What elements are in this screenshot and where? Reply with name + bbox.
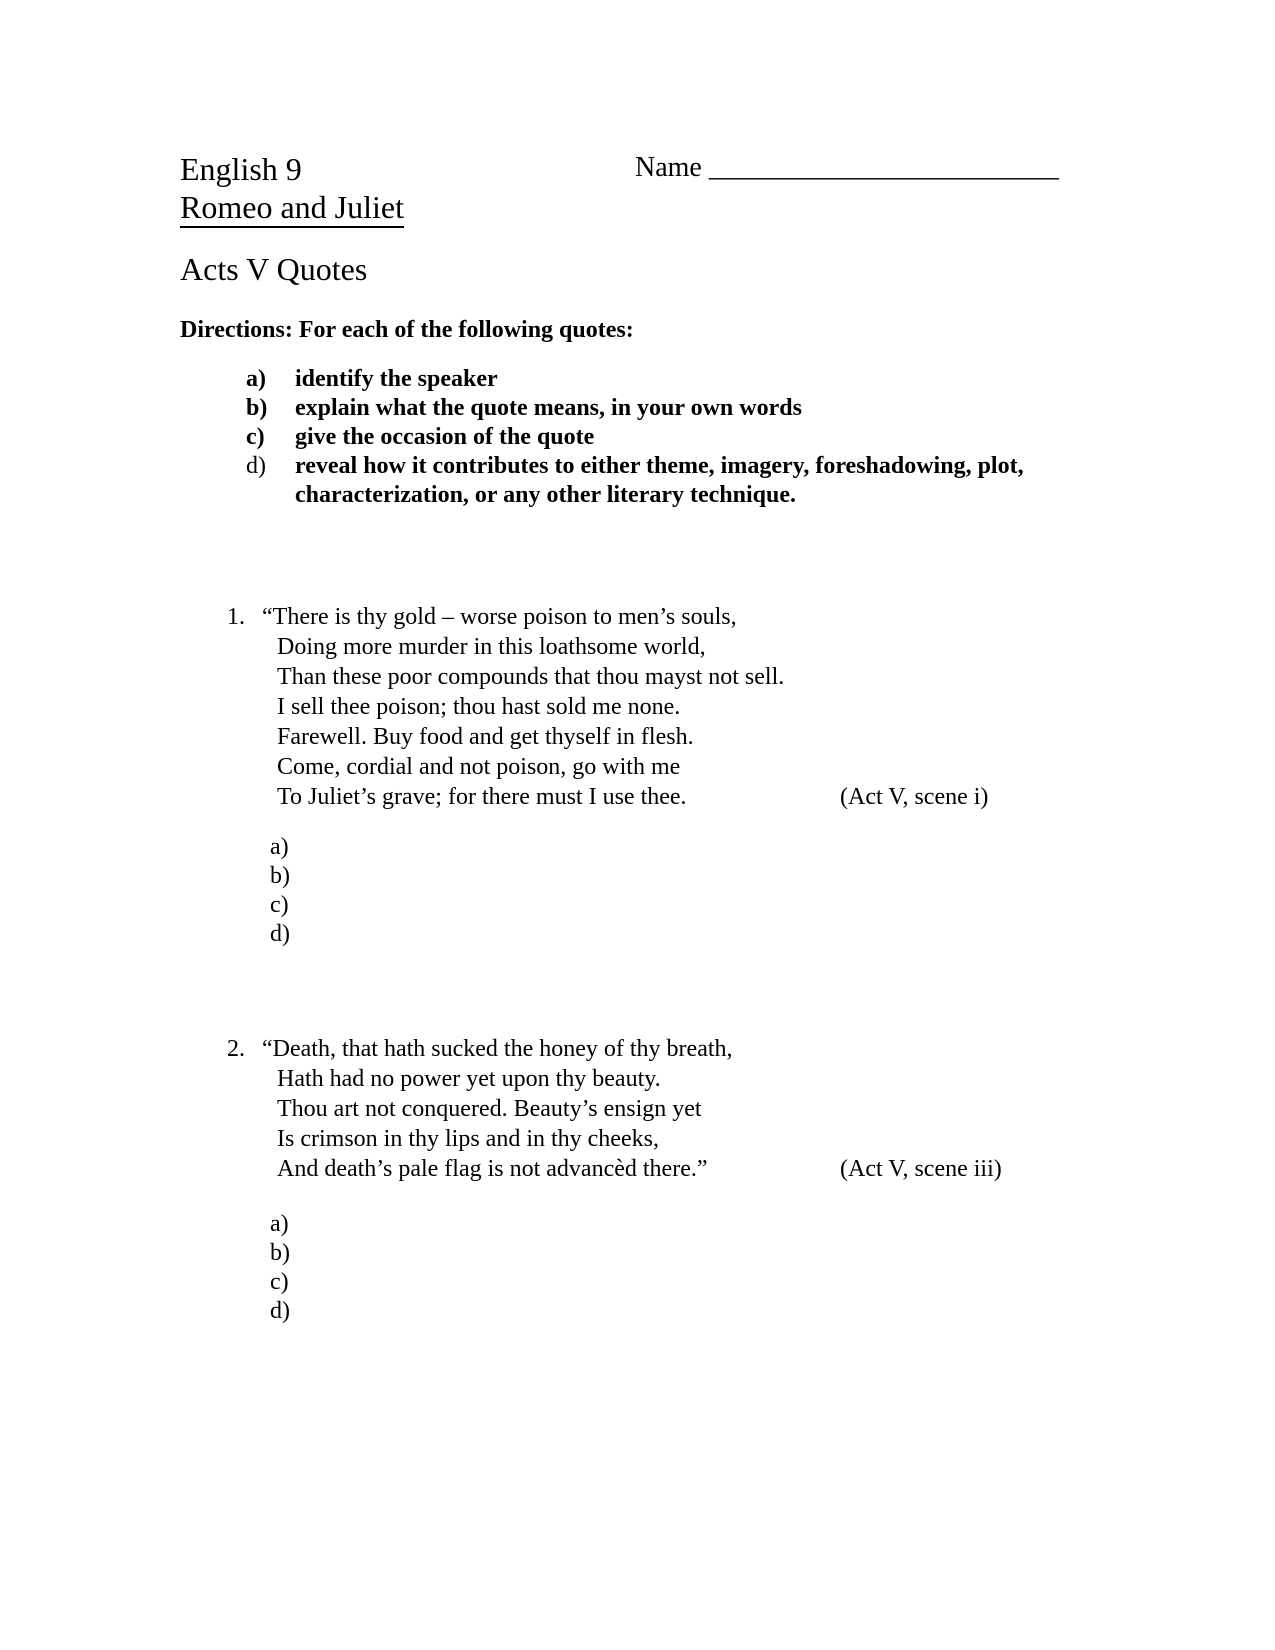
book-title: Romeo and Juliet — [180, 189, 404, 228]
directions-text-d-line1: reveal how it contributes to either theme, imagery, foreshadowing, plot, — [295, 453, 1024, 479]
quote-line: Than these poor compounds that thou mayst not sell. — [277, 664, 785, 690]
quote-line: Farewell. Buy food and get thyself in flesh. — [277, 724, 694, 750]
question-1 — [227, 602, 1185, 949]
directions-list — [180, 365, 1185, 510]
quote-line: Hath had no power yet upon thy beauty. — [277, 1066, 661, 1092]
directions-text-d-line2: characterization, or any other literary technique. — [295, 482, 796, 508]
directions-text-c: give the occasion of the quote — [295, 424, 595, 450]
directions-marker-c: c) — [246, 424, 265, 450]
name-label: Name — [635, 152, 702, 183]
directions-title: Directions: For each of the following quotes: — [180, 317, 634, 343]
directions-marker-b: b) — [246, 395, 268, 421]
quote-line: “There is thy gold – worse poison to men’s souls, — [262, 604, 737, 630]
question-1-quote — [262, 602, 1185, 812]
name-field — [635, 152, 1059, 184]
quote-line: “Death, that hath sucked the honey of thy breath, — [262, 1036, 733, 1062]
quote-line-text: To Juliet’s grave; for there must I use thee. — [277, 784, 687, 810]
directions-item-d — [180, 452, 1185, 510]
answer-marker-c: c) — [270, 892, 289, 918]
book-title-line — [180, 188, 1185, 226]
directions-marker-a: a) — [246, 366, 266, 392]
question-2-citation: (Act V, scene iii) — [840, 1156, 1002, 1182]
answer-marker-a: a) — [270, 1211, 289, 1237]
directions-item-c — [180, 423, 1185, 452]
answer-marker-d: d) — [270, 1298, 290, 1324]
directions-marker-d: d) — [246, 453, 266, 479]
worksheet-subtitle: Acts V Quotes — [180, 251, 368, 287]
directions-text-a: identify the speaker — [295, 366, 498, 392]
question-1-number: 1. — [227, 604, 245, 630]
question-2-number: 2. — [227, 1036, 245, 1062]
quote-line-last — [262, 1154, 1185, 1184]
question-1-citation: (Act V, scene i) — [840, 784, 989, 810]
name-blank-line: _________________________ — [708, 152, 1059, 183]
question-2-quote — [262, 1034, 1185, 1184]
answer-marker-a: a) — [270, 834, 289, 860]
header — [180, 150, 1185, 226]
directions-text-d — [295, 452, 1024, 510]
quote-line: Come, cordial and not poison, go with me — [277, 754, 681, 780]
quote-line: Is crimson in thy lips and in thy cheeks, — [277, 1126, 659, 1152]
directions-item-a — [180, 365, 1185, 394]
question-2 — [227, 1034, 1185, 1326]
question-1-answer-list — [270, 833, 1185, 949]
quote-line-text: And death’s pale flag is not advancèd there.” — [277, 1156, 708, 1182]
quote-line-last — [262, 782, 1185, 812]
question-2-answer-list — [270, 1210, 1185, 1326]
quote-line: Thou art not conquered. Beauty’s ensign yet — [277, 1096, 702, 1122]
quote-line: Doing more murder in this loathsome world, — [277, 634, 706, 660]
directions-text-b: explain what the quote means, in your own words — [295, 395, 802, 421]
directions-item-b — [180, 394, 1185, 423]
quote-line: I sell thee poison; thou hast sold me none. — [277, 694, 681, 720]
course-title: English 9 — [180, 151, 302, 187]
answer-marker-b: b) — [270, 863, 290, 889]
answer-marker-c: c) — [270, 1269, 289, 1295]
answer-marker-b: b) — [270, 1240, 290, 1266]
answer-marker-d: d) — [270, 921, 290, 947]
